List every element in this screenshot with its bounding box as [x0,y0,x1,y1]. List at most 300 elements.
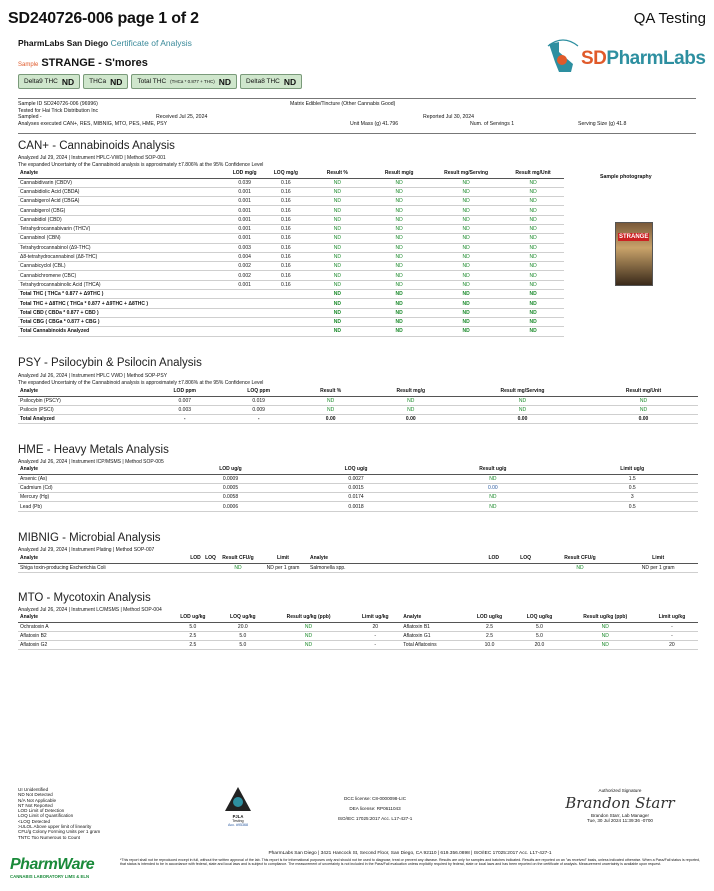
table-cell [224,308,265,317]
table-cell: 0.004 [224,252,265,261]
table-row [18,493,698,502]
pill-value: ND [218,76,232,87]
column-header: LOQ mg/g [265,170,306,178]
table-cell: ND [430,252,502,261]
table-cell: 0.16 [265,271,306,280]
table-cell: ND [430,262,502,271]
sample-name: STRANGE - S'mores [41,57,148,69]
sdpharmlabs-logo [545,38,705,80]
table-cell: ND [306,178,368,187]
table-cell [265,290,306,299]
table-row [18,641,698,650]
dcc-license: DCC license: C8-0000098-LIC [343,796,407,801]
table-row [18,474,698,483]
table-cell: ND [368,234,430,243]
table-cell: ND [419,502,566,511]
table-cell: 0.16 [265,224,306,233]
table-cell: 2.5 [465,622,515,631]
table-cell: Aflatoxin B1 [401,622,464,631]
psy-uncertainty: The expanded Uncertainty of the Cannabinoid analysis is approximately ±7.806% at the 95% Confidence Level [18,380,264,386]
table-cell: ND [565,622,646,631]
table-header-row [18,555,698,563]
table-cell: Cannabigerol (CBG) [18,206,224,215]
potency-summary [18,74,302,89]
table-cell: 0.002 [224,262,265,271]
column-header: Analyte [18,555,188,563]
table-cell: ND [542,563,619,572]
column-header: Result mg/Serving [456,388,589,396]
table-cell: 0.16 [265,206,306,215]
table-cell: 0.0009 [168,474,293,483]
table-cell [265,299,306,308]
table-row [18,197,564,206]
table-cell: 0.001 [224,197,265,206]
table-row [18,483,698,492]
table-cell: Aflatoxin G1 [401,631,464,640]
mycotoxin-table [18,614,698,650]
table-cell: Total Analyzed [18,415,148,424]
table-cell: 20.0 [514,641,564,650]
table-cell: ND [502,178,564,187]
table-cell: ND [502,252,564,261]
table-cell: 0.16 [265,280,306,289]
table-cell: ND [502,215,564,224]
pjla-acc: Acc. #95368 [228,823,248,827]
table-cell: 0.003 [224,243,265,252]
table-header-row [18,466,698,474]
table-cell: 5.0 [514,622,564,631]
table-cell: ND [502,299,564,308]
table-cell: ND [368,308,430,317]
table-cell: 0.002 [224,271,265,280]
pill-label: Delta9 THC [24,78,58,85]
hme-analyzed: Analyzed Jul 26, 2024 | Instrument ICP/MSMS | Method SOP-005 [18,459,164,465]
table-cell: 0.001 [224,280,265,289]
table-cell: ND [368,327,430,336]
potency-pill [240,74,302,89]
table-cell: ND [218,563,258,572]
column-header: LOQ ug/kg [218,614,268,622]
pill-value: ND [283,76,297,87]
column-header: Analyte [18,466,168,474]
california-bear-icon [545,38,581,78]
table-cell: ND [306,252,368,261]
mib-title: MIBNIG - Microbial Analysis [18,532,161,544]
column-header: Result ug/kg (ppb) [268,614,349,622]
table-cell: 5.0 [218,631,268,640]
table-cell: ND [306,234,368,243]
table-cell: ND [306,262,368,271]
table-cell: ND [502,262,564,271]
table-cell: Cannabidivarin (CBDV) [18,178,224,187]
signature-label: Authorized Signature [598,788,642,793]
table-cell: ND [296,396,366,405]
table-header-row [18,388,698,396]
sample-photo-brand: STRANGE [619,234,649,240]
column-header: Limit [258,555,308,563]
table-cell: ND [368,317,430,326]
table-cell: 2.5 [465,631,515,640]
can-title: CAN+ - Cannabinoids Analysis [18,140,175,152]
sample-meta [18,101,698,127]
table-row [18,317,564,326]
table-cell [265,327,306,336]
table-cell: ND [368,252,430,261]
table-cell: ND [368,299,430,308]
table-cell: ND [368,178,430,187]
table-cell: Cadmium (Cd) [18,483,168,492]
table-row [18,563,698,572]
table-cell: 0.001 [224,234,265,243]
column-header: LOD ug/kg [168,614,218,622]
table-cell: ND [502,317,564,326]
table-cell: Total CBD ( CBDa * 0.877 + CBD ) [18,308,224,317]
table-row [18,280,564,289]
table-cell: 0.001 [224,215,265,224]
table-cell [478,563,510,572]
table-cell: ND [430,178,502,187]
signer-name: Brandon Starr, Lab Manager [591,812,649,818]
table-cell: ND [368,280,430,289]
table-cell: Cannabicyclol (CBL) [18,262,224,271]
column-header: Limit [618,555,698,563]
legend-item: LOQ Limit of Quantification [18,813,74,819]
pjla-label: PJLA [232,814,244,819]
column-header: Result mg/Unit [502,170,564,178]
table-cell: ND [589,396,698,405]
table-cell: Total Cannabinoids Analyzed [18,327,224,336]
table-cell: 0.0015 [293,483,419,492]
table-cell: ND [430,197,502,206]
table-cell [203,563,218,572]
cannabinoid-table [18,170,564,337]
table-cell: Tetrahydrocannabinolic Acid (THCA) [18,280,224,289]
legend-item: TNTC Too Numerous to Count [18,834,80,840]
table-cell: ND [368,243,430,252]
table-cell: 20 [646,641,698,650]
table-cell [224,317,265,326]
table-cell: ND [296,405,366,414]
table-cell: ND [306,299,368,308]
table-cell: 0.5 [566,483,698,492]
table-row [18,396,698,405]
table-cell: 20 [349,622,401,631]
table-cell: 0.0027 [293,474,419,483]
column-header: LOQ ppm [222,388,296,396]
column-header: Result CFU/g [218,555,258,563]
divider [18,98,696,99]
mto-title: MTO - Mycotoxin Analysis [18,592,151,604]
table-cell: ND [268,631,349,640]
table-cell [224,299,265,308]
pill-label: Total THC [137,78,167,85]
table-cell: 0.0174 [293,493,419,502]
table-cell: ND [430,327,502,336]
iso-accreditation: ISO/IEC 17025:2017 Acc. L17-427-1 [337,816,413,821]
table-cell: ND [430,290,502,299]
column-header: LOQ [203,555,218,563]
table-cell: ND [368,197,430,206]
meta-sample-id: Sample ID SD240726-006 (96996) [18,101,98,107]
table-cell: 0.00 [366,415,457,424]
table-cell: 0.00 [419,483,566,492]
column-header: Result % [306,170,368,178]
potency-pill [83,74,128,89]
divider [18,133,696,134]
table-cell: 0.16 [265,243,306,252]
table-cell: 0.001 [224,187,265,196]
table-cell: Psilocybin (PSCY) [18,396,148,405]
lab-name: PharmLabs San Diego [18,38,109,48]
table-cell: ND [430,271,502,280]
table-cell: ND [368,187,430,196]
table-cell: ND [565,631,646,640]
table-cell: 0.00 [589,415,698,424]
meta-sampled: Sampled - [18,114,42,120]
table-cell: 0.16 [265,262,306,271]
meta-serving-size: Serving Size (g) 41.8 [578,120,627,127]
qa-testing-label: QA Testing [633,10,706,27]
table-header-row [18,170,564,178]
column-header: Result ug/g [419,466,566,474]
column-header: LOD ug/kg [465,614,515,622]
psilocybin-table [18,388,698,424]
table-cell: 2.5 [168,631,218,640]
pjla-logo-icon [224,786,252,812]
table-cell [510,563,542,572]
legend-item: CFU/g Colony Forming Units per 1 gram [18,829,101,835]
table-row [18,502,698,511]
signed-date: Tue, 30 Jul 2024 11:39:36 -0700 [587,817,653,823]
pharmware-sub: CANNABIS LABORATORY LIMS & ELN [10,874,90,879]
table-cell: ND [306,197,368,206]
table-cell: ND [419,474,566,483]
table-cell: ND [306,215,368,224]
lab-address: PharmLabs San Diego | 3421 Hancock St, Second Floor, San Diego, CA 92110 | 619.356.0898 | ISO/IEC 17025:2017 Acc. L17-427-1 [268,851,552,856]
column-header: Limit ug/kg [349,614,401,622]
table-cell: Cannabichromene (CBC) [18,271,224,280]
pill-formula: (THCa * 0.877 + THC) [170,79,215,84]
table-cell: ND [368,271,430,280]
dea-license: DEA license: RP0611043 [349,806,401,811]
table-cell: ND per 1 gram [618,563,698,572]
meta-matrix: Matrix Edible/Tincture (Other Cannabis Good) [290,101,396,107]
table-cell: 0.16 [265,252,306,261]
licenses [315,794,435,824]
table-cell: ND [306,243,368,252]
table-cell: ND per 1 gram [258,563,308,572]
table-cell: ND [419,493,566,502]
pharmware-logo [10,856,118,879]
disclaimer: *This report shall not be reproduced except in full, without the written approval of the lab. This report is for informational purposes only and should not be used to diagnose, treat or prevent any disease. Results are only for samples and batches indicated. Results are reported on an "as received" basis, unless indicated otherwise. When a Pass/Fail status is reported, that status is intended to be in accordance with federal, state and local laws and is subject to compliance. The measurement of uncertainty is not included in the Pass/Fail evaluation unless explicitly required by federal, state or local laws and has been reported on the certificate of analysis. Measurement uncertainty is available upon request. [120,858,701,867]
sample-photo-label: Sample photography [600,174,652,180]
table-cell: - [148,415,222,424]
table-cell: ND [502,197,564,206]
table-cell [224,327,265,336]
table-cell: ND [368,262,430,271]
table-cell: ND [366,396,457,405]
table-cell: Aflatoxin B2 [18,631,168,640]
table-cell: ND [430,280,502,289]
column-header: Analyte [308,555,478,563]
table-cell: ND [430,299,502,308]
abbreviation-legend [18,787,128,840]
potency-pill [131,74,237,89]
report-title: SD240726-006 page 1 of 2 [8,10,199,27]
table-cell: ND [565,641,646,650]
mto-analyzed: Analyzed Jul 26, 2024 | Instrument LC/MSMS | Method SOP-004 [18,607,162,613]
sample-tag: Sample [18,62,39,68]
table-cell: ND [456,405,589,414]
table-row [18,252,564,261]
table-row [18,262,564,271]
table-cell: ND [502,206,564,215]
sample-photo [615,222,653,286]
table-cell: ND [502,224,564,233]
table-cell: ND [306,271,368,280]
hme-title: HME - Heavy Metals Analysis [18,444,169,456]
column-header: LOD ppm [148,388,222,396]
pharmware-word: PharmWare [10,856,95,873]
table-cell: 0.007 [148,396,222,405]
table-cell: ND [430,187,502,196]
heavy-metals-table [18,466,698,512]
lab-heading [18,38,192,48]
table-cell: ND [306,317,368,326]
column-header: Result % [296,388,366,396]
pjla-badge [220,786,256,827]
table-cell: 0.0005 [168,483,293,492]
table-cell: 5.0 [514,631,564,640]
table-cell: - [349,641,401,650]
table-cell: ND [430,308,502,317]
column-header: LOQ ug/g [293,466,419,474]
table-cell: ND [430,243,502,252]
table-cell: 0.16 [265,178,306,187]
table-cell: Tetrahydrocannabivarin (THCV) [18,224,224,233]
table-cell: 0.5 [566,502,698,511]
pill-value: ND [110,76,123,87]
table-cell: 0.019 [222,396,296,405]
table-cell: Cannabigerol Acid (CBGA) [18,197,224,206]
pill-label: Delta8 THC [246,78,280,85]
column-header: LOD [478,555,510,563]
table-cell: ND [502,290,564,299]
legend-item: >ULOL Above upper limit of linearity [18,824,92,830]
legend-item: ND Not Detected [18,792,53,798]
legend-item: <LOQ Detected [18,818,51,824]
can-uncertainty: The expanded Uncertainty of the Cannabinoid analysis is approximately ±7.806% at the 95% Confidence Level [18,162,264,168]
logo-sd: SD [581,48,607,69]
table-cell: ND [306,290,368,299]
column-header: LOQ [510,555,542,563]
legend-item: UI Unidentified [18,787,49,792]
microbial-table [18,555,698,573]
table-cell: 0.039 [224,178,265,187]
column-header: Result mg/Serving [430,170,502,178]
table-cell: ND [368,206,430,215]
column-header: Result mg/g [368,170,430,178]
pill-label: THCa [89,78,107,85]
table-cell: ND [268,641,349,650]
table-cell: ND [430,206,502,215]
column-header: LOD ug/g [168,466,293,474]
table-cell: 0.001 [224,224,265,233]
table-cell: - [646,622,698,631]
table-cell: 0.001 [224,206,265,215]
meta-unit-mass: Unit Mass (g) 41.796 [350,120,399,127]
table-cell: - [349,631,401,640]
table-cell: Total THC + Δ8THC ( THCa * 0.877 + Δ9THC + Δ8THC ) [18,299,224,308]
table-cell: 0.16 [265,197,306,206]
column-header: LOD mg/g [224,170,265,178]
table-cell: Lead (Pb) [18,502,168,511]
table-cell: 0.003 [148,405,222,414]
table-cell: 0.0018 [293,502,419,511]
signature-image: Brandon Starr [565,794,675,813]
pill-value: ND [61,76,75,87]
table-cell: ND [306,187,368,196]
meta-tested-for: Tested for Hai Trick Distribution Inc [18,107,99,114]
table-cell: ND [430,317,502,326]
table-cell: Arsenic (As) [18,474,168,483]
column-header: Result mg/g [366,388,457,396]
table-cell: ND [306,206,368,215]
table-cell: ND [502,327,564,336]
table-cell: Salmonella spp. [308,563,478,572]
table-cell: Total THC ( THCa * 0.877 + Δ9THC ) [18,290,224,299]
mib-analyzed: Analyzed Jul 29, 2024 | Instrument Plating | Method SOP-007 [18,547,155,553]
table-cell: ND [366,405,457,414]
column-header: Result CFU/g [542,555,619,563]
table-row [18,243,564,252]
can-analyzed: Analyzed Jul 29, 2024 | Instrument HPLC-VWD | Method SOP-001 [18,155,166,161]
table-cell: Cannabidiolic Acid (CBDA) [18,187,224,196]
table-row [18,224,564,233]
table-cell [265,317,306,326]
table-cell: Tetrahydrocannabinol (Δ9-THC) [18,243,224,252]
table-cell: ND [268,622,349,631]
table-cell: ND [502,271,564,280]
table-row [18,271,564,280]
meta-servings: Num. of Servings 1 [470,120,515,127]
table-cell [265,308,306,317]
column-header: Analyte [401,614,464,622]
table-cell: ND [306,327,368,336]
table-cell: ND [368,224,430,233]
authorized-signature-block [560,788,680,823]
table-row [18,622,698,631]
psy-analyzed: Analyzed Jul 26, 2024 | Instrument HPLC VWD | Method SOP-PSY [18,373,168,379]
table-row [18,290,564,299]
table-header-row [18,614,698,622]
table-cell: Cannabinol (CBN) [18,234,224,243]
meta-analyses: Analyses executed CAN+, RES, MIBNIG, MTO, PES, HME, PSY [18,120,168,127]
column-header: Analyte [18,614,168,622]
table-cell: ND [502,234,564,243]
psy-title: PSY - Psilocybin & Psilocin Analysis [18,357,202,369]
table-row [18,327,564,336]
table-cell: ND [368,215,430,224]
table-cell: ND [306,280,368,289]
table-cell: Shiga toxin-producing Escherichia Coli [18,563,188,572]
table-row [18,178,564,187]
table-row [18,631,698,640]
table-cell: Cannabidiol (CBD) [18,215,224,224]
coa-label: Certificate of Analysis [110,38,192,48]
table-cell: ND [589,405,698,414]
table-cell: 0.009 [222,405,296,414]
